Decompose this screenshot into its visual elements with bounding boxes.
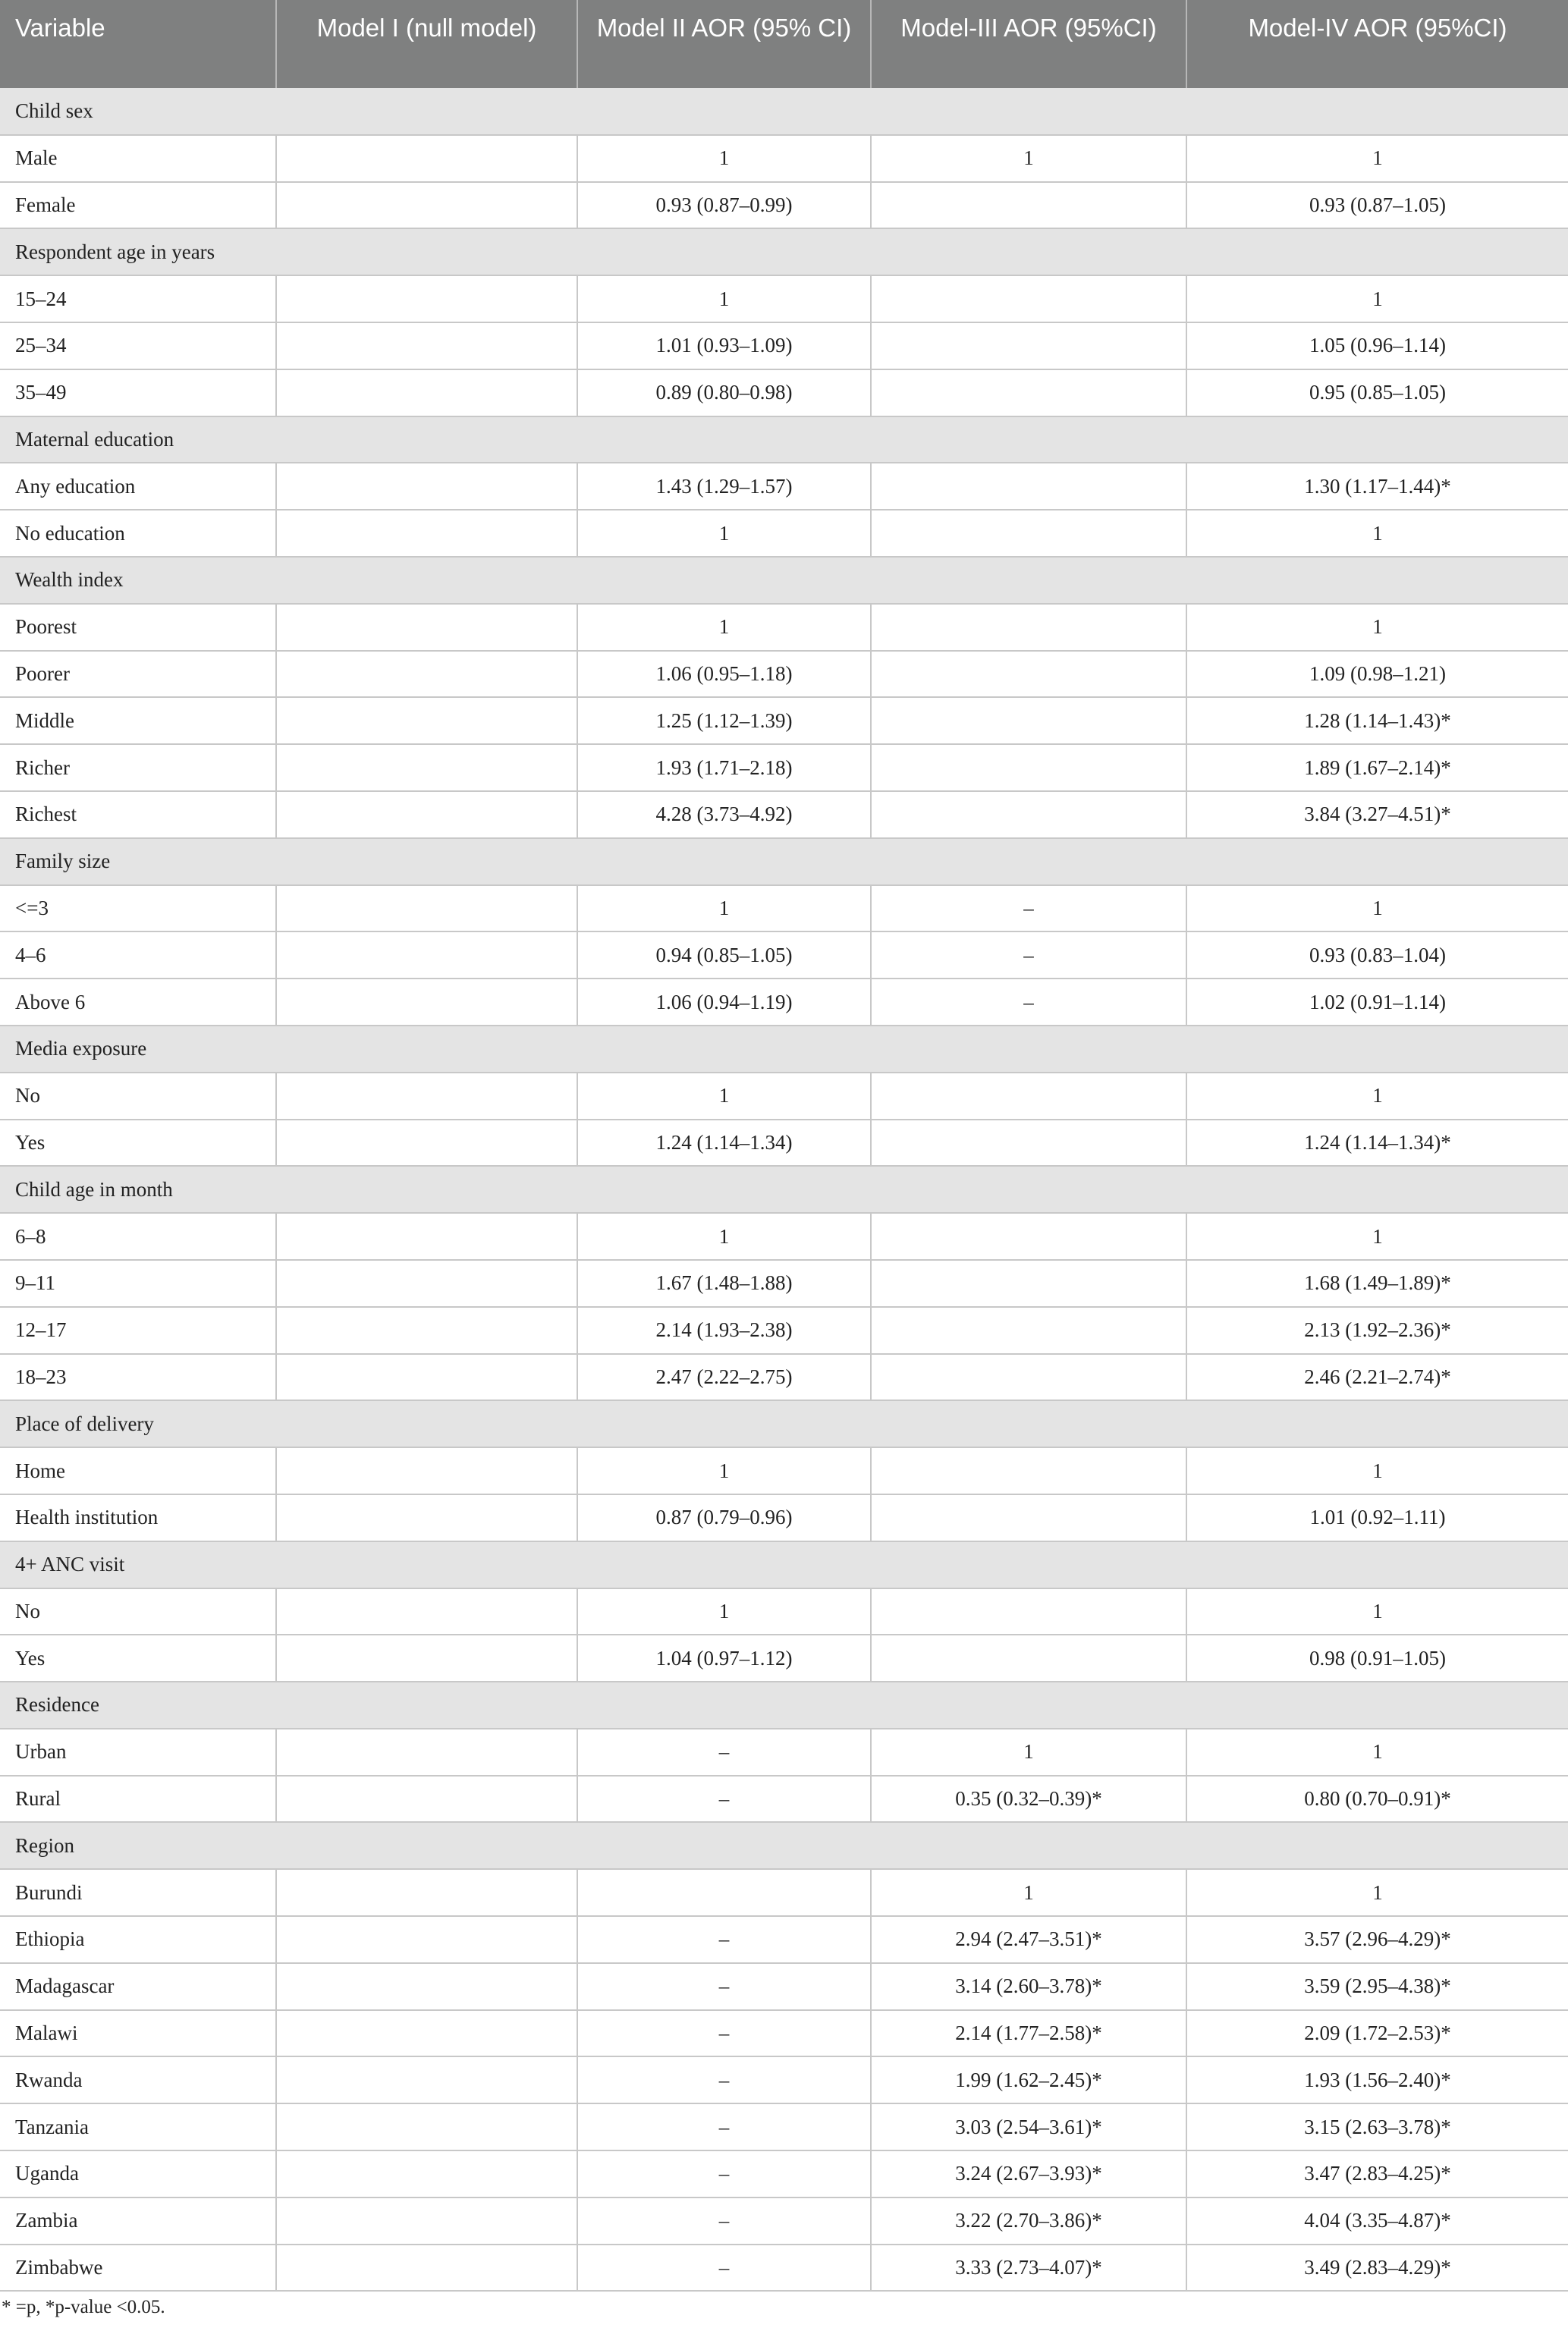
model-3-cell: 2.94 (2.47–3.51)* <box>871 1916 1186 1963</box>
model-4-cell: 0.98 (0.91–1.05) <box>1186 1635 1568 1682</box>
variable-cell: Rwanda <box>0 2056 276 2103</box>
model-3-cell: – <box>871 979 1186 1026</box>
table-row <box>0 2103 1568 2150</box>
variable-cell: Urban <box>0 1729 276 1776</box>
model-3-cell: – <box>871 885 1186 932</box>
variable-cell: Above 6 <box>0 979 276 1026</box>
variable-cell: No <box>0 1073 276 1120</box>
group-label: Family size <box>0 838 1568 885</box>
table-row <box>0 1588 1568 1635</box>
model-4-cell: 4.04 (3.35–4.87)* <box>1186 2197 1568 2245</box>
variable-cell: 35–49 <box>0 369 276 416</box>
model-3-cell <box>871 182 1186 229</box>
variable-cell: Yes <box>0 1635 276 1682</box>
table-row <box>0 979 1568 1026</box>
group-row <box>0 1822 1568 1869</box>
model-2-cell: 0.93 (0.87–0.99) <box>577 182 871 229</box>
group-label: Media exposure <box>0 1026 1568 1073</box>
variable-cell: Male <box>0 135 276 182</box>
table-row <box>0 885 1568 932</box>
variable-cell: 9–11 <box>0 1260 276 1307</box>
variable-cell: <=3 <box>0 885 276 932</box>
model-3-cell: 3.22 (2.70–3.86)* <box>871 2197 1186 2245</box>
table-row <box>0 2056 1568 2103</box>
table-row <box>0 1213 1568 1260</box>
model-2-cell: 1 <box>577 1447 871 1494</box>
model-2-cell: 1 <box>577 1588 871 1635</box>
variable-cell: Yes <box>0 1120 276 1167</box>
model-4-cell: 1 <box>1186 604 1568 651</box>
model-2-cell: – <box>577 2245 871 2292</box>
header-model-1: Model I (null model) <box>276 0 577 88</box>
model-4-cell: 1.28 (1.14–1.43)* <box>1186 697 1568 744</box>
variable-cell: Burundi <box>0 1869 276 1916</box>
model-2-cell: 1.04 (0.97–1.12) <box>577 1635 871 1682</box>
model-3-cell <box>871 1354 1186 1401</box>
model-2-cell: 1 <box>577 135 871 182</box>
group-label: Place of delivery <box>0 1400 1568 1447</box>
model-1-cell <box>276 2150 577 2197</box>
model-3-cell <box>871 651 1186 698</box>
table-row <box>0 697 1568 744</box>
model-3-cell: – <box>871 931 1186 979</box>
model-3-cell <box>871 1120 1186 1167</box>
table-body <box>0 88 1568 2291</box>
model-2-cell: 0.94 (0.85–1.05) <box>577 931 871 979</box>
model-1-cell <box>276 1213 577 1260</box>
model-1-cell <box>276 1963 577 2010</box>
model-3-cell <box>871 1307 1186 1354</box>
model-4-cell: 1 <box>1186 135 1568 182</box>
table-row <box>0 791 1568 838</box>
model-1-cell <box>276 931 577 979</box>
model-4-cell: 0.93 (0.87–1.05) <box>1186 182 1568 229</box>
table-row <box>0 651 1568 698</box>
model-4-cell: 3.47 (2.83–4.25)* <box>1186 2150 1568 2197</box>
group-label: 4+ ANC visit <box>0 1541 1568 1588</box>
model-4-cell: 1.68 (1.49–1.89)* <box>1186 1260 1568 1307</box>
model-1-cell <box>276 369 577 416</box>
model-3-cell <box>871 697 1186 744</box>
variable-cell: Home <box>0 1447 276 1494</box>
model-4-cell: 1.89 (1.67–2.14)* <box>1186 744 1568 791</box>
table-row <box>0 369 1568 416</box>
model-4-cell: 0.80 (0.70–0.91)* <box>1186 1776 1568 1823</box>
group-row <box>0 1541 1568 1588</box>
model-3-cell <box>871 1213 1186 1260</box>
variable-cell: Poorest <box>0 604 276 651</box>
group-label: Child age in month <box>0 1166 1568 1213</box>
model-2-cell: – <box>577 2103 871 2150</box>
model-3-cell <box>871 1260 1186 1307</box>
group-row <box>0 838 1568 885</box>
model-1-cell <box>276 2010 577 2057</box>
model-3-cell: 1 <box>871 1729 1186 1776</box>
model-1-cell <box>276 2056 577 2103</box>
model-4-cell: 1.01 (0.92–1.11) <box>1186 1494 1568 1541</box>
model-4-cell: 3.49 (2.83–4.29)* <box>1186 2245 1568 2292</box>
table-row <box>0 322 1568 369</box>
group-row <box>0 557 1568 604</box>
model-4-cell: 1.05 (0.96–1.14) <box>1186 322 1568 369</box>
model-3-cell <box>871 463 1186 510</box>
model-1-cell <box>276 1729 577 1776</box>
model-4-cell: 2.13 (1.92–2.36)* <box>1186 1307 1568 1354</box>
model-3-cell <box>871 1447 1186 1494</box>
model-1-cell <box>276 1635 577 1682</box>
table-row <box>0 1963 1568 2010</box>
model-4-cell: 1.24 (1.14–1.34)* <box>1186 1120 1568 1167</box>
header-row <box>0 0 1568 88</box>
model-2-cell: 1 <box>577 1213 871 1260</box>
model-1-cell <box>276 322 577 369</box>
table-row <box>0 931 1568 979</box>
model-4-cell: 1 <box>1186 1073 1568 1120</box>
variable-cell: Malawi <box>0 2010 276 2057</box>
model-1-cell <box>276 1354 577 1401</box>
model-2-cell: 1.01 (0.93–1.09) <box>577 322 871 369</box>
model-4-cell: 1 <box>1186 1588 1568 1635</box>
model-3-cell: 1 <box>871 135 1186 182</box>
model-2-cell: – <box>577 1963 871 2010</box>
group-row <box>0 1166 1568 1213</box>
model-4-cell: 3.84 (3.27–4.51)* <box>1186 791 1568 838</box>
model-4-cell: 1 <box>1186 1213 1568 1260</box>
table-row <box>0 182 1568 229</box>
table-row <box>0 1307 1568 1354</box>
model-3-cell <box>871 275 1186 322</box>
model-2-cell: – <box>577 2010 871 2057</box>
group-row <box>0 416 1568 463</box>
table-row <box>0 1447 1568 1494</box>
header-variable: Variable <box>0 0 276 88</box>
model-2-cell: – <box>577 1916 871 1963</box>
variable-cell: Zimbabwe <box>0 2245 276 2292</box>
model-4-cell: 1 <box>1186 1729 1568 1776</box>
model-1-cell <box>276 1776 577 1823</box>
model-2-cell: – <box>577 1729 871 1776</box>
variable-cell: 15–24 <box>0 275 276 322</box>
variable-cell: Richest <box>0 791 276 838</box>
variable-cell: Richer <box>0 744 276 791</box>
model-1-cell <box>276 1120 577 1167</box>
model-3-cell: 3.14 (2.60–3.78)* <box>871 1963 1186 2010</box>
header-model-3: Model-III AOR (95%CI) <box>871 0 1186 88</box>
model-4-cell: 2.46 (2.21–2.74)* <box>1186 1354 1568 1401</box>
model-1-cell <box>276 2103 577 2150</box>
model-2-cell: – <box>577 2150 871 2197</box>
model-2-cell: 1.24 (1.14–1.34) <box>577 1120 871 1167</box>
model-3-cell <box>871 369 1186 416</box>
model-2-cell: – <box>577 1776 871 1823</box>
model-2-cell: 1 <box>577 275 871 322</box>
variable-cell: Female <box>0 182 276 229</box>
model-2-cell: 1.25 (1.12–1.39) <box>577 697 871 744</box>
variable-cell: Middle <box>0 697 276 744</box>
model-2-cell: 2.47 (2.22–2.75) <box>577 1354 871 1401</box>
model-1-cell <box>276 885 577 932</box>
model-2-cell <box>577 1869 871 1916</box>
model-3-cell: 3.33 (2.73–4.07)* <box>871 2245 1186 2292</box>
model-3-cell <box>871 791 1186 838</box>
model-2-cell: 4.28 (3.73–4.92) <box>577 791 871 838</box>
model-4-cell: 3.57 (2.96–4.29)* <box>1186 1916 1568 1963</box>
model-4-cell: 1 <box>1186 1869 1568 1916</box>
model-4-cell: 0.93 (0.83–1.04) <box>1186 931 1568 979</box>
variable-cell: No <box>0 1588 276 1635</box>
model-1-cell <box>276 1447 577 1494</box>
model-1-cell <box>276 275 577 322</box>
table-header <box>0 0 1568 88</box>
model-3-cell: 3.24 (2.67–3.93)* <box>871 2150 1186 2197</box>
group-label: Region <box>0 1822 1568 1869</box>
group-label: Respondent age in years <box>0 228 1568 275</box>
variable-cell: Any education <box>0 463 276 510</box>
table-row <box>0 2150 1568 2197</box>
table-row <box>0 135 1568 182</box>
group-row <box>0 1400 1568 1447</box>
model-1-cell <box>276 791 577 838</box>
variable-cell: Health institution <box>0 1494 276 1541</box>
model-1-cell <box>276 1869 577 1916</box>
table-row <box>0 1354 1568 1401</box>
variable-cell: Zambia <box>0 2197 276 2245</box>
table-row <box>0 2197 1568 2245</box>
model-1-cell <box>276 979 577 1026</box>
table-row <box>0 2010 1568 2057</box>
table-row <box>0 744 1568 791</box>
variable-cell: 6–8 <box>0 1213 276 1260</box>
model-4-cell: 1.02 (0.91–1.14) <box>1186 979 1568 1026</box>
model-3-cell: 1.99 (1.62–2.45)* <box>871 2056 1186 2103</box>
variable-cell: Poorer <box>0 651 276 698</box>
model-3-cell <box>871 1588 1186 1635</box>
model-2-cell: 1 <box>577 885 871 932</box>
header-model-2: Model II AOR (95% CI) <box>577 0 871 88</box>
model-1-cell <box>276 1588 577 1635</box>
table-row <box>0 1073 1568 1120</box>
group-row <box>0 1026 1568 1073</box>
table-row <box>0 1729 1568 1776</box>
variable-cell: Ethiopia <box>0 1916 276 1963</box>
model-3-cell <box>871 322 1186 369</box>
model-4-cell: 1 <box>1186 1447 1568 1494</box>
model-3-cell <box>871 1494 1186 1541</box>
model-4-cell: 3.15 (2.63–3.78)* <box>1186 2103 1568 2150</box>
table-row <box>0 510 1568 557</box>
model-1-cell <box>276 2245 577 2292</box>
model-4-cell: 1.93 (1.56–2.40)* <box>1186 2056 1568 2103</box>
group-label: Wealth index <box>0 557 1568 604</box>
table-row <box>0 1776 1568 1823</box>
model-1-cell <box>276 2197 577 2245</box>
model-3-cell: 1 <box>871 1869 1186 1916</box>
model-4-cell: 1 <box>1186 275 1568 322</box>
model-3-cell <box>871 510 1186 557</box>
table-row <box>0 1260 1568 1307</box>
model-4-cell: 1 <box>1186 510 1568 557</box>
model-1-cell <box>276 651 577 698</box>
model-3-cell: 0.35 (0.32–0.39)* <box>871 1776 1186 1823</box>
model-3-cell: 3.03 (2.54–3.61)* <box>871 2103 1186 2150</box>
group-row <box>0 88 1568 135</box>
model-3-cell <box>871 1635 1186 1682</box>
group-row <box>0 228 1568 275</box>
model-2-cell: 2.14 (1.93–2.38) <box>577 1307 871 1354</box>
table-row <box>0 2245 1568 2292</box>
model-4-cell: 2.09 (1.72–2.53)* <box>1186 2010 1568 2057</box>
table-row <box>0 1494 1568 1541</box>
group-label: Residence <box>0 1682 1568 1729</box>
model-4-cell: 1.30 (1.17–1.44)* <box>1186 463 1568 510</box>
model-2-cell: 1.43 (1.29–1.57) <box>577 463 871 510</box>
model-1-cell <box>276 182 577 229</box>
model-2-cell: 1 <box>577 1073 871 1120</box>
model-2-cell: 1.67 (1.48–1.88) <box>577 1260 871 1307</box>
model-2-cell: 1.06 (0.94–1.19) <box>577 979 871 1026</box>
variable-cell: Rural <box>0 1776 276 1823</box>
table-row <box>0 275 1568 322</box>
variable-cell: 12–17 <box>0 1307 276 1354</box>
variable-cell: 25–34 <box>0 322 276 369</box>
table-row <box>0 1635 1568 1682</box>
table-row <box>0 604 1568 651</box>
model-1-cell <box>276 1073 577 1120</box>
model-1-cell <box>276 1307 577 1354</box>
model-1-cell <box>276 463 577 510</box>
table-row <box>0 1120 1568 1167</box>
variable-cell: 4–6 <box>0 931 276 979</box>
model-4-cell: 1.09 (0.98–1.21) <box>1186 651 1568 698</box>
header-model-4: Model-IV AOR (95%CI) <box>1186 0 1568 88</box>
model-4-cell: 3.59 (2.95–4.38)* <box>1186 1963 1568 2010</box>
variable-cell: Uganda <box>0 2150 276 2197</box>
table-row <box>0 1869 1568 1916</box>
model-2-cell: 1.93 (1.71–2.18) <box>577 744 871 791</box>
table-row <box>0 1916 1568 1963</box>
model-2-cell: 0.89 (0.80–0.98) <box>577 369 871 416</box>
model-2-cell: 0.87 (0.79–0.96) <box>577 1494 871 1541</box>
model-2-cell: 1.06 (0.95–1.18) <box>577 651 871 698</box>
model-1-cell <box>276 744 577 791</box>
table-footnote: * =p, *p-value <0.05. <box>2 2297 165 2317</box>
group-label: Child sex <box>0 88 1568 135</box>
model-1-cell <box>276 135 577 182</box>
model-1-cell <box>276 604 577 651</box>
model-3-cell <box>871 1073 1186 1120</box>
model-1-cell <box>276 1916 577 1963</box>
variable-cell: 18–23 <box>0 1354 276 1401</box>
model-3-cell <box>871 604 1186 651</box>
table-row <box>0 463 1568 510</box>
variable-cell: Madagascar <box>0 1963 276 2010</box>
model-4-cell: 1 <box>1186 885 1568 932</box>
model-2-cell: 1 <box>577 510 871 557</box>
model-3-cell <box>871 744 1186 791</box>
model-1-cell <box>276 1260 577 1307</box>
model-1-cell <box>276 1494 577 1541</box>
variable-cell: Tanzania <box>0 2103 276 2150</box>
group-row <box>0 1682 1568 1729</box>
group-label: Maternal education <box>0 416 1568 463</box>
model-1-cell <box>276 697 577 744</box>
model-1-cell <box>276 510 577 557</box>
variable-cell: No education <box>0 510 276 557</box>
model-4-cell: 0.95 (0.85–1.05) <box>1186 369 1568 416</box>
model-2-cell: – <box>577 2197 871 2245</box>
model-3-cell: 2.14 (1.77–2.58)* <box>871 2010 1186 2057</box>
model-2-cell: 1 <box>577 604 871 651</box>
model-2-cell: – <box>577 2056 871 2103</box>
